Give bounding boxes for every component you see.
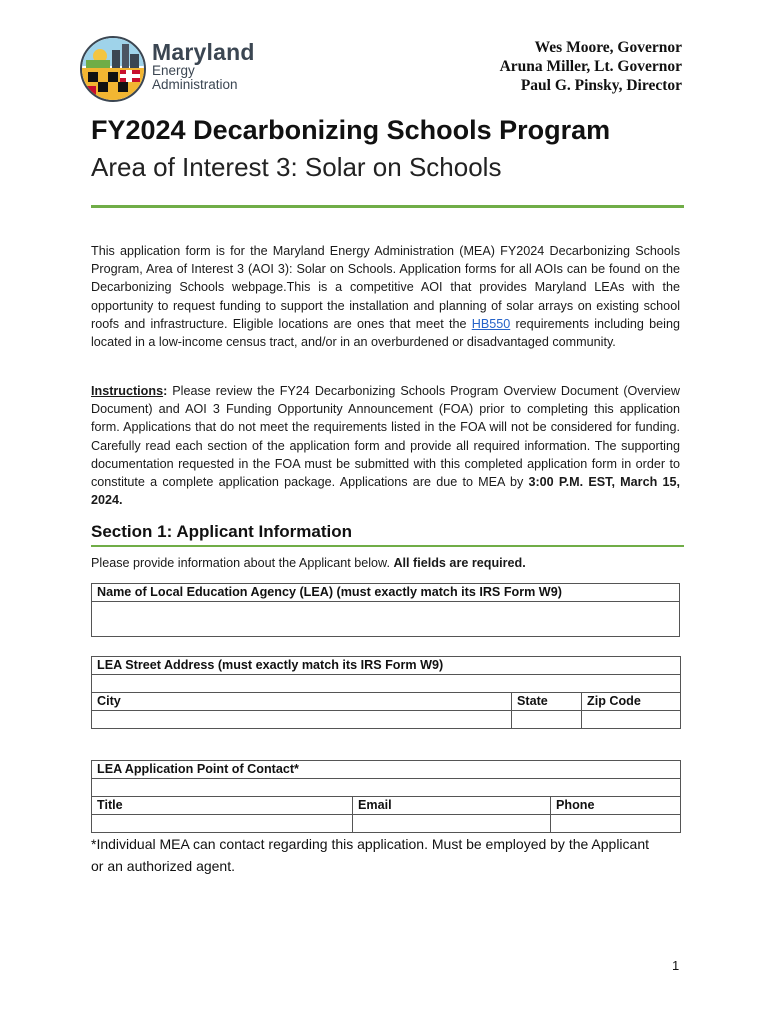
zip-label: Zip Code: [582, 693, 681, 711]
official-governor: Wes Moore, Governor: [534, 39, 682, 56]
deadline-text: 3:00 P.M. EST, March 15, 2024.: [91, 475, 680, 508]
hb550-link[interactable]: HB550: [471, 316, 511, 331]
section-1-title: Section 1: Applicant Information: [91, 522, 352, 541]
contact-label: LEA Application Point of Contact*: [92, 761, 681, 779]
title-label: Title: [92, 797, 353, 815]
lea-name-table: [91, 583, 680, 637]
logo-name: Maryland: [152, 39, 255, 65]
section-1-intro: [91, 555, 526, 572]
officials-list: [500, 38, 682, 95]
phone-label: Phone: [551, 797, 681, 815]
official-director: Paul G. Pinsky, Director: [520, 77, 682, 94]
state-label: State: [512, 693, 582, 711]
instructions-body: Please review the FY24 Decarbonizing Schools Program Overview Document (Overview Document) and AOI 3 Funding Opportunity Announcement (FOA) prior to completing this application form. Applications that do not meet the requirements listed in the FOA will not be considered for funding. Carefully read each section of the application form and provide all required information. The supporting documentation requested in the FOA must be submitted with this completed application form in order to constitute a complete application package. Applications are due to MEA by: [91, 384, 680, 490]
logo-sub-energy: Energy: [152, 63, 195, 78]
phone-field[interactable]: [551, 815, 681, 833]
contact-field[interactable]: [92, 779, 681, 797]
section-1-intro-text: Please provide information about the Applicant below.: [91, 556, 394, 570]
address-table: [91, 656, 681, 729]
intro-text-2: requirements including being located in a low-income census tract, and/or in an overburdened or disadvantaged community.: [91, 316, 680, 350]
mea-logo-icon: [80, 36, 146, 102]
lea-name-field[interactable]: [92, 602, 680, 637]
city-label: City: [92, 693, 512, 711]
contact-table: [91, 760, 681, 833]
email-field[interactable]: [353, 815, 551, 833]
instructions-label: Instructions: [91, 384, 164, 398]
intro-paragraph: [91, 242, 680, 351]
logo-sub-administration: Administration: [152, 77, 238, 92]
zip-field[interactable]: [582, 711, 681, 729]
page-title: FY2024 Decarbonizing Schools Program: [91, 115, 611, 145]
city-field[interactable]: [92, 711, 512, 729]
page-number: 1: [672, 958, 680, 973]
title-divider: [91, 205, 684, 208]
state-field[interactable]: [512, 711, 582, 729]
title-field[interactable]: [92, 815, 353, 833]
page-subtitle: Area of Interest 3: Solar on Schools: [91, 152, 502, 182]
official-lt-governor: Aruna Miller, Lt. Governor: [499, 58, 682, 75]
intro-text-1: This application form is for the Maryland Energy Administration (MEA) FY2024 Decarbonizing Schools Program, Area of Interest 3 (AOI 3): Solar on Schools. Application forms for all AOIs can be found on the Decarbonizing Schools webpage.This is a competitive AOI that provides Maryland LEAs with the opportunity to request funding to support the installation and planning of solar arrays on existing school roofs and infrastructure. Eligible locations are ones that meet the: [91, 244, 680, 331]
lea-name-label: Name of Local Education Agency (LEA) (must exactly match its IRS Form W9): [92, 584, 680, 602]
section-divider: [91, 545, 684, 547]
logo-wordmark: [152, 40, 255, 92]
contact-footnote: *Individual MEA can contact regarding this application. Must be employed by the Applicant or an authorized agent.: [91, 836, 649, 874]
instructions-colon: :: [163, 384, 168, 398]
instructions-paragraph: [91, 382, 680, 509]
address-label: LEA Street Address (must exactly match its IRS Form W9): [92, 657, 681, 675]
letterhead: [80, 34, 682, 106]
address-field[interactable]: [92, 675, 681, 693]
email-label: Email: [353, 797, 551, 815]
required-note: All fields are required.: [393, 556, 526, 570]
